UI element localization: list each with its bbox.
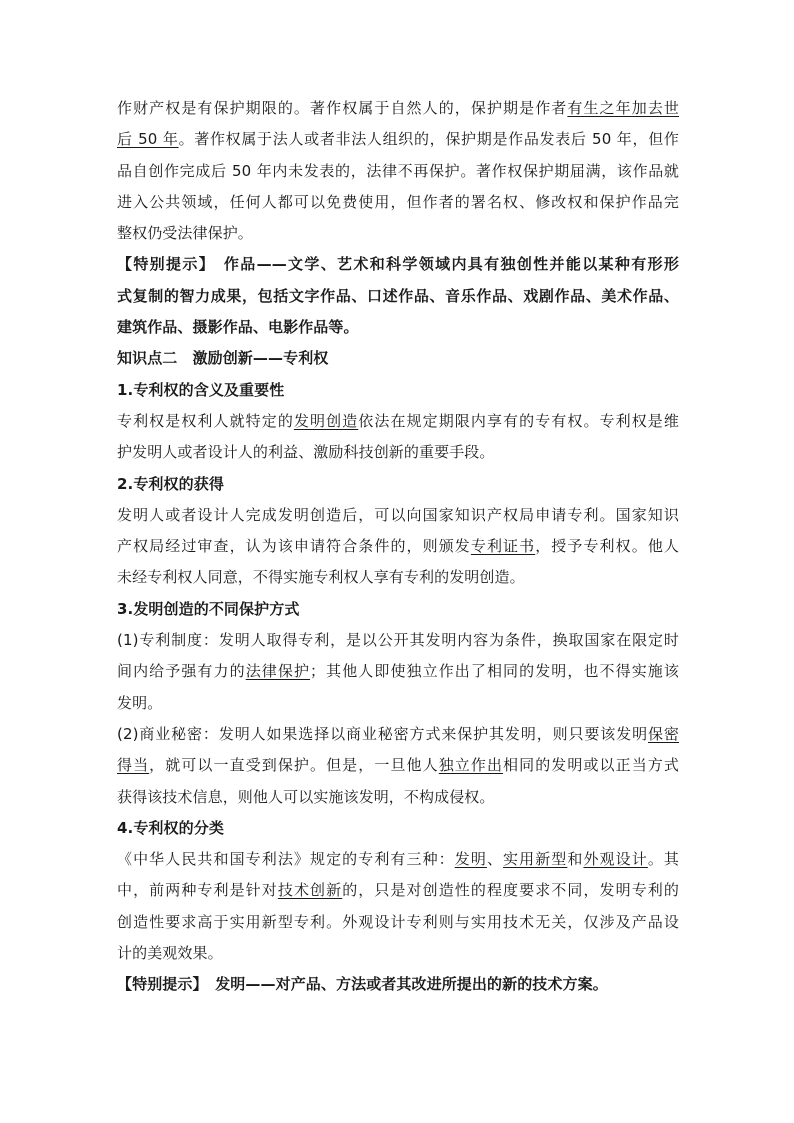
underlined-term: 有生之年加去世 bbox=[567, 99, 680, 117]
underlined-term: 专利证书 bbox=[470, 537, 536, 556]
text-line bbox=[117, 625, 679, 656]
text-line bbox=[117, 594, 679, 625]
text-run: 获得该技术信息，则他人可以实施该发明，不构成侵权。 bbox=[117, 787, 495, 806]
text-run: 、 bbox=[486, 850, 504, 869]
text-line bbox=[117, 844, 679, 875]
text-line bbox=[117, 124, 679, 155]
bold-text: 作品——文学、艺术和科学领域内具有独创性并能以某种有形形 bbox=[223, 255, 679, 274]
underlined-term: 后 50 年 bbox=[117, 130, 179, 149]
text-run: 。其 bbox=[647, 850, 679, 869]
text-line bbox=[117, 156, 679, 187]
text-line bbox=[117, 531, 679, 562]
text-line bbox=[117, 93, 679, 124]
text-line bbox=[117, 969, 679, 1000]
underlined-term: 法律保护 bbox=[245, 662, 311, 681]
text-run: 和 bbox=[567, 850, 584, 869]
bold-text: 建筑作品、摄影作品、电影作品等。 bbox=[117, 318, 359, 337]
text-run: 产权局经过审查，认为该申请符合条件的，则颁发 bbox=[117, 537, 471, 556]
text-line bbox=[117, 218, 679, 249]
text-line bbox=[117, 750, 679, 781]
text-run: 创造性要求高于实用新型专利。外观设计专利则与实用技术无关，仅涉及产品设 bbox=[117, 912, 679, 931]
bold-text: 3.发明创造的不同保护方式 bbox=[117, 599, 300, 618]
text-line bbox=[117, 500, 679, 531]
text-line bbox=[117, 562, 679, 593]
text-line bbox=[117, 437, 679, 468]
text-run: ；其他人即使独立作出了相同的发明，也不得实施该 bbox=[310, 662, 679, 681]
bold-text: 4.专利权的分类 bbox=[117, 818, 224, 837]
bold-text: 发明——对产品、方法或者其改进所提出的新的技术方案。 bbox=[215, 975, 608, 994]
underlined-term: 技术创新 bbox=[277, 881, 343, 900]
text-line bbox=[117, 875, 679, 906]
text-line bbox=[117, 782, 679, 813]
text-run: 相同的发明或以正当方式 bbox=[503, 756, 679, 775]
text-run: (1)专利制度：发明人取得专利，是以公开其发明内容为条件，换取国家在限定时 bbox=[117, 631, 679, 650]
text-line bbox=[117, 688, 679, 719]
text-line bbox=[117, 469, 679, 500]
text-line bbox=[117, 249, 679, 280]
bold-text: 【特别提示】 bbox=[117, 255, 224, 274]
text-run: 的，只是对创造性的程度要求不同，发明专利的 bbox=[342, 881, 679, 900]
text-run: 未经专利权人同意，不得实施专利权人享有专利的发明创造。 bbox=[117, 568, 525, 587]
text-line bbox=[117, 375, 679, 406]
bold-text: 1.专利权的含义及重要性 bbox=[117, 380, 285, 399]
text-line bbox=[117, 813, 679, 844]
text-line bbox=[117, 719, 679, 750]
underlined-term: 发明 bbox=[454, 850, 487, 869]
bold-text: 式复制的智力成果，包括文字作品、口述作品、音乐作品、戏剧作品、美术作品、 bbox=[117, 286, 679, 305]
text-line bbox=[117, 187, 679, 218]
text-run: 护发明人或者设计人的利益、激励科技创新的重要手段。 bbox=[117, 443, 495, 462]
bold-text: 【特别提示】 bbox=[117, 975, 216, 994]
underlined-term: 得当 bbox=[117, 756, 150, 775]
text-run: 间内给予强有力的 bbox=[117, 662, 246, 681]
text-run: 。著作权属于法人或者非法人组织的，保护期是作品发表后 50 年，但作 bbox=[178, 130, 679, 149]
text-run: 品自创作完成后 50 年内未发表的，法律不再保护。著作权保护期届满，该作品就 bbox=[117, 161, 679, 180]
text-line bbox=[117, 656, 679, 687]
text-run: 专利权是权利人就特定的 bbox=[117, 411, 294, 430]
text-run: ，就可以一直受到保护。但是，一旦他人 bbox=[149, 756, 439, 775]
text-run: 作财产权是有保护期限的。著作权属于自然人的，保护期是作者 bbox=[117, 99, 568, 117]
underlined-term: 独立作出 bbox=[438, 756, 504, 775]
text-run: 中，前两种专利是针对 bbox=[117, 881, 278, 900]
underlined-term: 实用新型 bbox=[503, 850, 568, 869]
text-run: 发明人或者设计人完成发明创造后，可以向国家知识产权局申请专利。国家知识 bbox=[117, 505, 679, 524]
underlined-term: 发明创造 bbox=[293, 411, 359, 430]
text-run: 《中华人民共和国专利法》规定的专利有三种： bbox=[117, 850, 455, 869]
underlined-term: 保密 bbox=[648, 724, 679, 743]
text-line bbox=[117, 281, 679, 312]
text-run: 依法在规定期限内享有的专有权。专利权是维 bbox=[358, 411, 679, 430]
text-line bbox=[117, 406, 679, 437]
text-line bbox=[117, 343, 679, 374]
document-body bbox=[117, 93, 679, 1001]
text-run: 整权仍受法律保护。 bbox=[117, 224, 253, 243]
underlined-term: 外观设计 bbox=[583, 850, 648, 869]
text-run: ，授予专利权。他人 bbox=[535, 537, 679, 556]
bold-text: 知识点二 激励创新——专利权 bbox=[117, 349, 329, 368]
text-run: 计的美观效果。 bbox=[117, 944, 223, 963]
text-run: (2)商业秘密：发明人如果选择以商业秘密方式来保护其发明，则只要该发明 bbox=[117, 724, 648, 743]
text-line bbox=[117, 312, 679, 343]
text-run: 进入公共领域，任何人都可以免费使用，但作者的署名权、修改权和保护作品完 bbox=[117, 192, 679, 211]
text-line bbox=[117, 938, 679, 969]
bold-text: 2.专利权的获得 bbox=[117, 474, 224, 493]
text-line bbox=[117, 907, 679, 938]
text-run: 发明。 bbox=[117, 693, 163, 712]
